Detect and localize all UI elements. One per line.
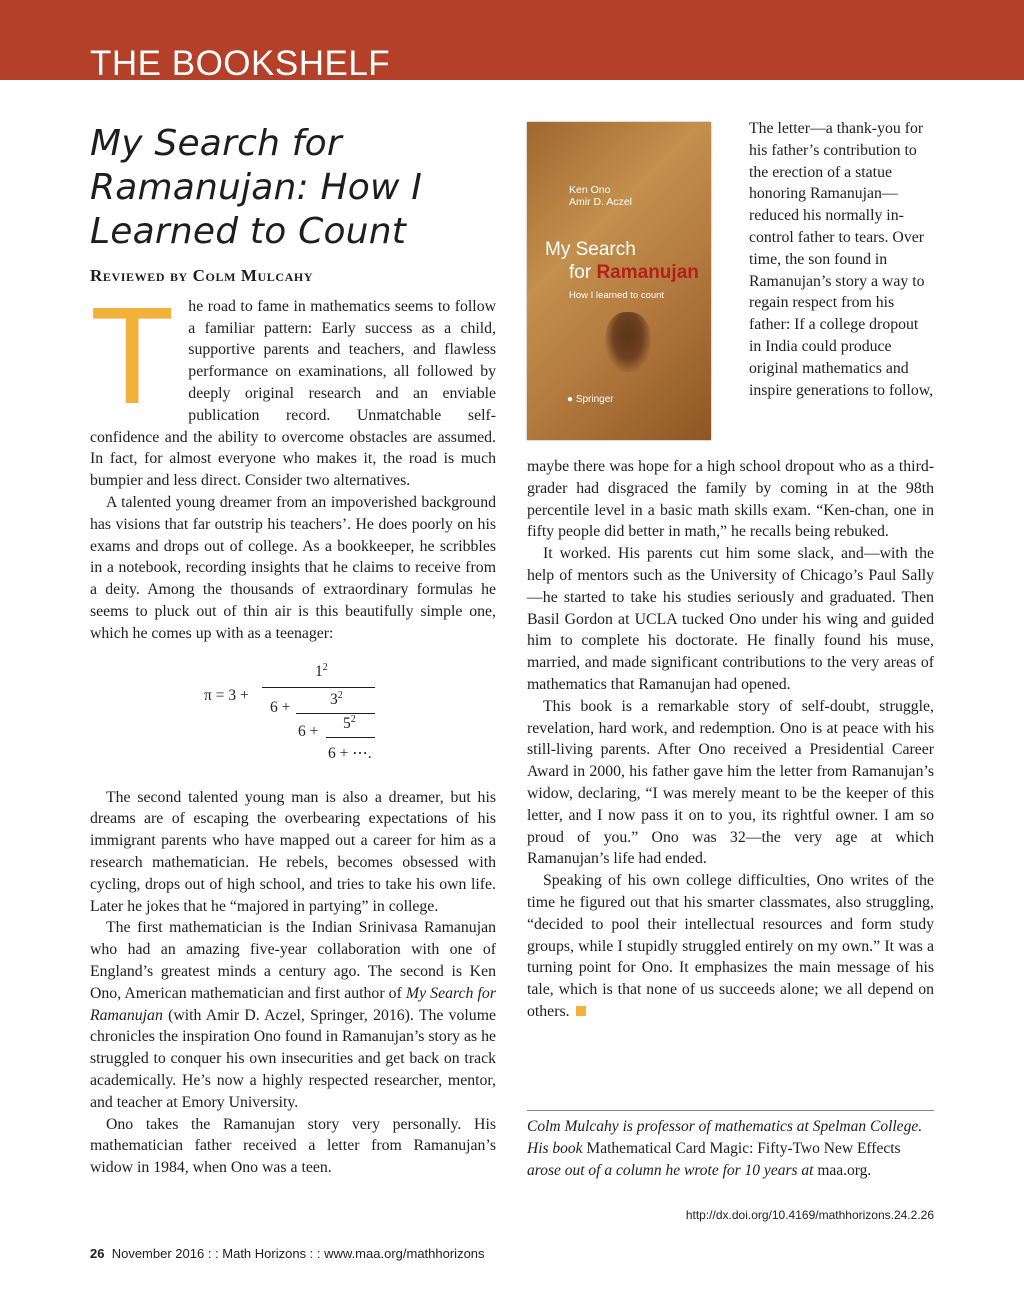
bio-site: maa.org: [817, 1161, 868, 1179]
cover-title-for: for: [569, 262, 597, 283]
paragraph-text: Speaking of his own college difficulties, Ono writes of the time he figured out that his smarter classmates, also struggling, “decided to pool their intellectual resources and form study groups, while I stupidly struggled entirely on my own.” It was a turning point for Ono. It emphasizes the main message of his tale, which is that none of us succeeds alone; we all depend on others.: [527, 872, 934, 1020]
formula-d2: 6 +: [298, 722, 319, 740]
article-title: My Search for Ramanujan: How I Learned to Count: [90, 123, 423, 252]
paragraph: [90, 917, 496, 1113]
cover-author: Amir D. Aczel: [569, 196, 633, 208]
page-number: 26: [90, 1246, 105, 1261]
bio-text: .: [867, 1161, 872, 1179]
formula-exp: 2: [322, 661, 328, 673]
cover-authors: [569, 184, 632, 208]
doi-link[interactable]: http://dx.doi.org/10.4169/mathhorizons.24.2.26: [685, 1208, 934, 1222]
paragraph: [527, 870, 934, 1023]
bio-book-title: Mathematical Card Magic: Fifty-Two New Effects: [586, 1139, 901, 1157]
formula-numerator: [315, 657, 328, 683]
fraction-bar: [262, 687, 375, 688]
footer-text: November 2016 : : Math Horizons : : www.maa.org/mathhorizons: [111, 1246, 485, 1261]
formula-n1: 1: [315, 662, 323, 680]
ramanujan-formula: [90, 655, 496, 775]
formula-numerator: [343, 709, 356, 735]
text-beside-cover: The letter—a thank-you for his father’s contribution to the erection of a statue honoring Ramanujan—reduced his normally in-control father to tears. Over time, the son found in Ramanujan’s story a way to regain respect from his father: If a college dropout in India could produce original mathematics and inspire generations to follow,: [749, 120, 934, 399]
portrait-image: [605, 312, 651, 372]
formula-numerator: [330, 685, 343, 711]
publisher-logo: ● Springer: [567, 394, 614, 405]
bio-divider: [527, 1110, 934, 1111]
end-of-article-mark: [576, 1006, 586, 1016]
fraction-bar: [326, 737, 375, 738]
cover-author: Ken Ono: [569, 184, 611, 196]
paragraph: A talented young dreamer from an impoverished background has visions that far outstrip his teachers’. He does poorly on his exams and drops out of college. As a bookkeeper, he scribbles in a notebook, recording insights that he claims to receive from a deity. Among the thousands of extraordinary formulas he seems to pluck out of thin air is this beautifully simple one, which he comes up with as a teenager:: [90, 493, 496, 642]
formula-n2: 3: [330, 690, 338, 708]
bio-text: arose out of a column he wrote for 10 years at: [527, 1161, 818, 1179]
paragraph-text: The first mathematician is the Indian Srinivasa Ramanujan who had an amazing five-year collaboration with one of England’s greatest minds a century ago. The second is Ken Ono, American mathematician and first author of: [90, 919, 496, 1002]
author-bio: [527, 1116, 934, 1181]
cover-title: [569, 262, 699, 284]
formula-d3: 6 + ⋯.: [328, 744, 372, 762]
formula-exp: 2: [350, 713, 356, 725]
drop-cap: T: [90, 278, 175, 433]
cover-title: My Search: [545, 239, 636, 260]
page-footer: [90, 1246, 485, 1261]
paragraph: maybe there was hope for a high school dropout who as a third-grader had disgraced the family by coming in at the 98th percentile level in a basic math skills exam. “Ken-chan, one in fifty people did better in math,” he recalls being rebuked.: [527, 458, 934, 541]
cover-title-ramanujan: Ramanujan: [596, 262, 699, 283]
bio-text: Colm Mulcahy is professor of mathematics at Spelman College. His book: [527, 1118, 923, 1157]
paragraph-text: (with Amir D. Aczel, Springer, 2016). The volume chronicles the inspiration Ono found in Ramanujan’s story as he struggled to conquer his own insecurities and get back on track academically. He’s now a highly respected researcher, mentor, and teacher at Emory University.: [90, 1006, 496, 1111]
left-column: [90, 122, 496, 1179]
paragraph: Ono takes the Ramanujan story very personally. His mathematician father received a letter from Ramanujan’s widow in 1984, when Ono was a teen.: [90, 1115, 496, 1177]
book-cover-image: [527, 122, 711, 440]
book-title: My Search for Ramanujan: [90, 984, 496, 1024]
cover-subtitle: How I learned to count: [569, 290, 665, 301]
formula-exp: 2: [337, 689, 343, 701]
reviewer-byline: Reviewed by Colm Mulcahy: [90, 266, 314, 285]
paragraph: This book is a remarkable story of self-doubt, struggle, revelation, hard work, and redemption. Ono is at peace with his still-living parents. After Ono received a Presidential Career Award in 2000, his father gave him the letter from Ramanujan’s widow, declaring, “I was merely meant to be the keeper of this letter, and I now pass it on to you, its rightful owner. I am so proud of you.” Ono was 32—the very age at which Ramanujan’s life had ended.: [527, 697, 934, 868]
publisher-name: Springer: [575, 394, 614, 405]
fraction-bar: [296, 713, 375, 714]
intro-paragraph: he road to fame in mathematics seems to follow a familiar pattern: Early success as a child, supportive parents and teachers, and flawless performance on examinations, all followed by deeply original research and an enviable publication record. Unmatchable self-confidence and the ability to overcome obstacles are assumed. In fact, for almost everyone who makes it, the road is much bumpier and less direct. Consider two alternatives.: [90, 297, 496, 490]
paragraph: It worked. His parents cut him some slack, and—with the help of mentors such as the University of Chicago’s Paul Sally—he started to take his studies seriously and graduated. Then Basil Gordon at UCLA tucked Ono under his wing and guided him to complete his doctorate. He finally found his muse, married, and made significant contributions to the very areas of mathematics that Ramanujan had opened.: [527, 545, 934, 693]
section-header: [0, 0, 1024, 80]
formula-lhs: π = 3 +: [204, 686, 249, 704]
formula-n3: 5: [343, 714, 351, 732]
paragraph: The second talented young man is also a dreamer, but his dreams are of escaping the overbearing expectations of his immigrant parents who have mapped out a career for him as a research mathematician. He rebels, becomes obsessed with cycling, drops out of high school, and tries to take his own life. Later he jokes that he “majored in partying” in college.: [90, 788, 496, 915]
section-title: THE BOOKSHELF: [90, 44, 391, 80]
formula-d1: 6 +: [270, 698, 291, 716]
right-column: [527, 456, 934, 1023]
